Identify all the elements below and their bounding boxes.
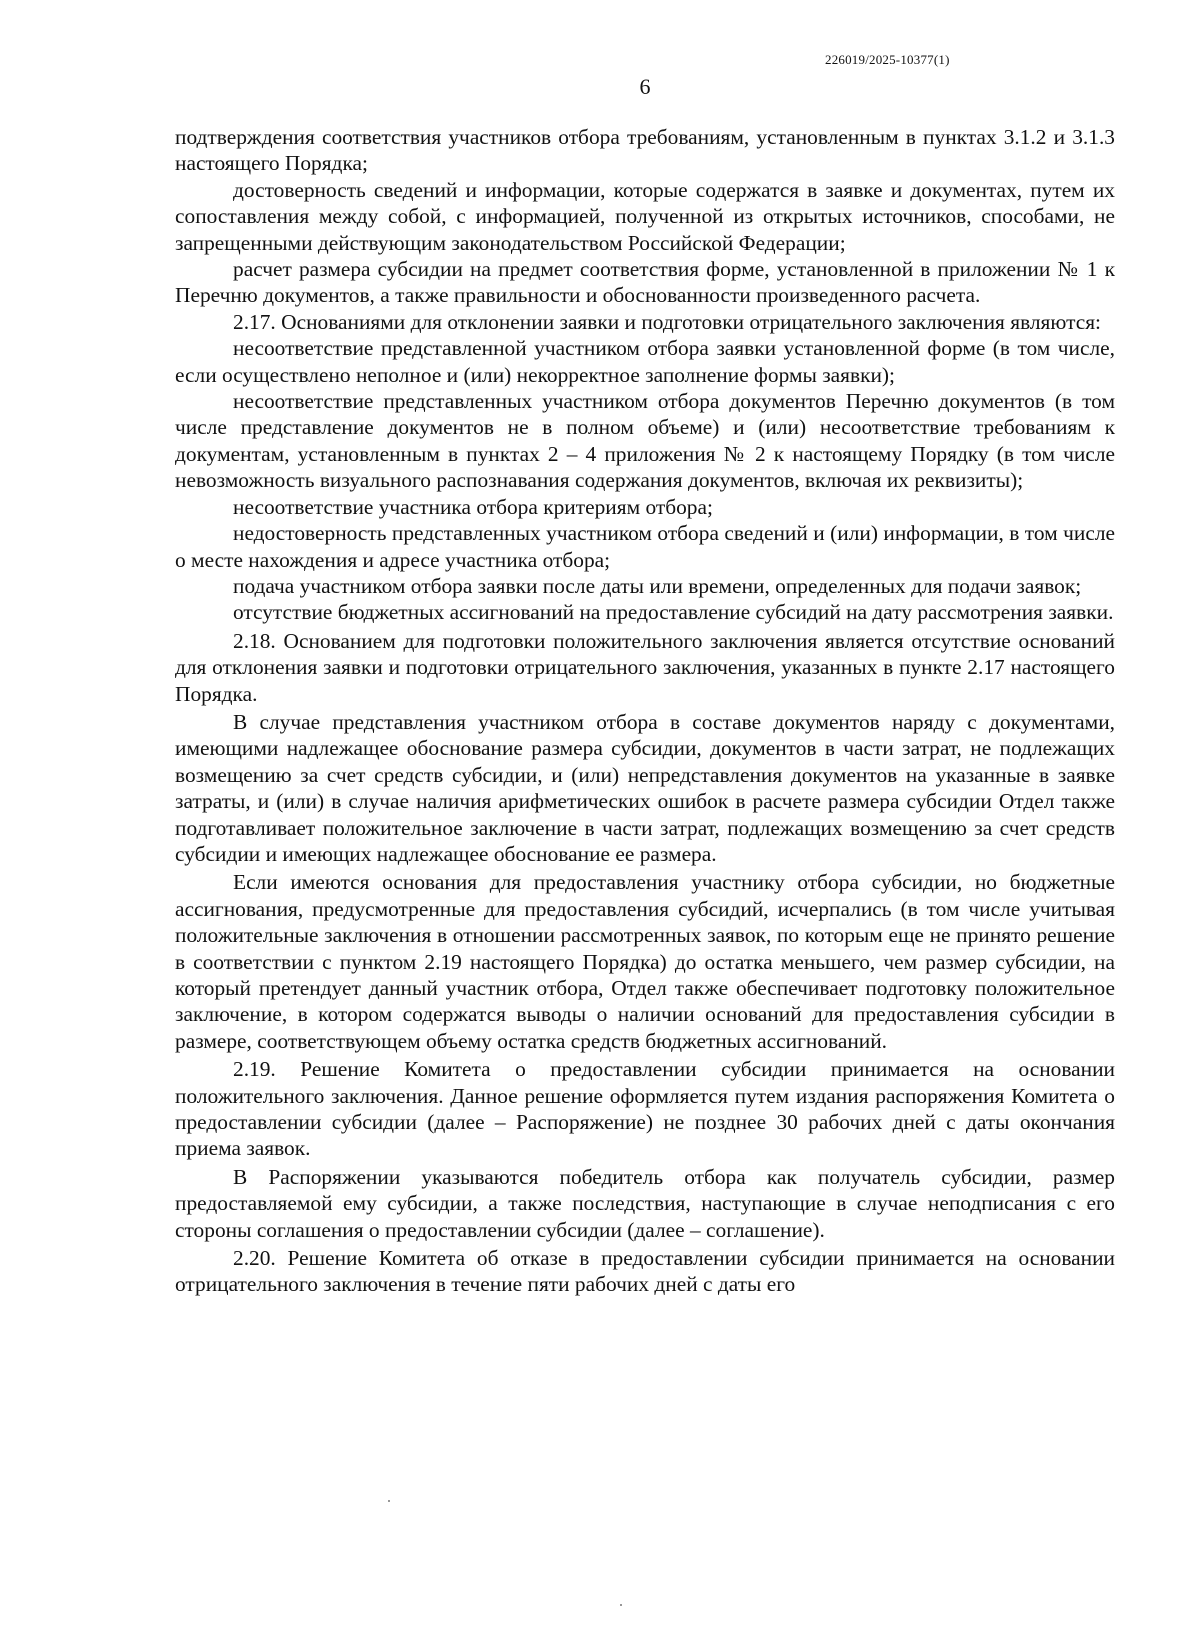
paragraph-clause-2-20: 2.20. Решение Комитета об отказе в предоставлении субсидии принимается на основании отрицательного заключения в течение пяти рабочих дней с даты его xyxy=(175,1246,1115,1297)
paragraph-clause-2-19: 2.19. Решение Комитета о предоставлении субсидии принимается на основании положительного заключения. Данное решение оформляется путем издания распоряжения Комитета о предоставлении субсидии (далее – Распоряжение) не позднее 30 рабочих дней с даты окончания приема заявок. xyxy=(175,1057,1115,1161)
paragraph: расчет размера субсидии на предмет соответствия форме, установленной в приложении № 1 к Перечню документов, а также правильности и обоснованности произведенного расчета. xyxy=(175,257,1115,308)
paragraph-clause-2-18: 2.18. Основанием для подготовки положительного заключения является отсутствие оснований для отклонения заявки и подготовки отрицательного заключения, указанных в пункте 2.17 настоящего Порядка. xyxy=(175,628,1115,706)
scan-artifact xyxy=(388,1500,390,1502)
paragraph: достоверность сведений и информации, которые содержатся в заявке и документах, путем их сопоставления между собой, с информацией, полученной из открытых источников, способами, не запрещенными действующим законодательством Российской Федерации; xyxy=(175,177,1115,255)
paragraph: Если имеются основания для предоставления участнику отбора субсидии, но бюджетные ассигнования, предусмотренные для предоставления субсидий, исчерпались (в том числе учитывая положительные заключения в отношении рассмотренных заявок, по которым еще не принято решение в соответствии с пунктом 2.19 настоящего Порядка) до остатка меньшего, чем размер субсидии, на который претендует данный участник отбора, Отдел также обеспечивает подготовку положительное заключение, в котором содержатся выводы о наличии оснований для предоставления субсидии в размере, соответствующем объему остатка средств бюджетных ассигнований. xyxy=(175,870,1115,1053)
paragraph: подача участником отбора заявки после даты или времени, определенных для подачи заявок; xyxy=(233,573,1082,598)
document-body xyxy=(175,124,1115,1298)
paragraph: несоответствие представленных участником отбора документов Перечню документов (в том числе представление документов не в полном объеме) и (или) несоответствие требованиям к документам, установленным в пунктах 2 – 4 приложения № 2 к настоящему Порядку (в том числе невозможность визуального распознавания содержания документов, включая их реквизиты); xyxy=(175,389,1115,493)
paragraph: В Распоряжении указываются победитель отбора как получатель субсидии, размер предоставляемой ему субсидии, а также последствия, наступающие в случае неподписания с его стороны соглашения о предоставлении субсидии (далее – соглашение). xyxy=(175,1164,1115,1242)
paragraph: несоответствие участника отбора критериям отбора; xyxy=(233,494,713,519)
page-number: 6 xyxy=(639,74,651,99)
document-registration-number: 226019/2025-10377(1) xyxy=(825,52,950,67)
paragraph-clause-2-17: 2.17. Основаниями для отклонении заявки и подготовки отрицательного заключения являются: xyxy=(233,309,1101,334)
paragraph: несоответствие представленной участником отбора заявки установленной форме (в том числе, если осуществлено неполное и (или) некорректное заполнение формы заявки); xyxy=(175,336,1115,387)
paragraph: В случае представления участником отбора в составе документов наряду с документами, имеющими надлежащее обоснование размера субсидии, документов в части затрат, не подлежащих возмещению за счет средств субсидии, и (или) непредставления документов на указанные в заявке затраты, и (или) в случае наличия арифметических ошибок в расчете размера субсидии Отдел также подготавливает положительное заключение в части затрат, подлежащих возмещению за счет средств субсидии и имеющих надлежащее обоснование ее размера. xyxy=(175,709,1115,866)
paragraph: подтверждения соответствия участников отбора требованиям, установленным в пунктах 3.1.2 и 3.1.3 настоящего Порядка; xyxy=(175,125,1115,176)
paragraph: отсутствие бюджетных ассигнований на предоставление субсидий на дату рассмотрения заявки. xyxy=(233,600,1114,625)
paragraph: недостоверность представленных участником отбора сведений и (или) информации, в том числе о месте нахождения и адресе участника отбора; xyxy=(175,521,1115,572)
scan-artifact xyxy=(620,1604,622,1606)
